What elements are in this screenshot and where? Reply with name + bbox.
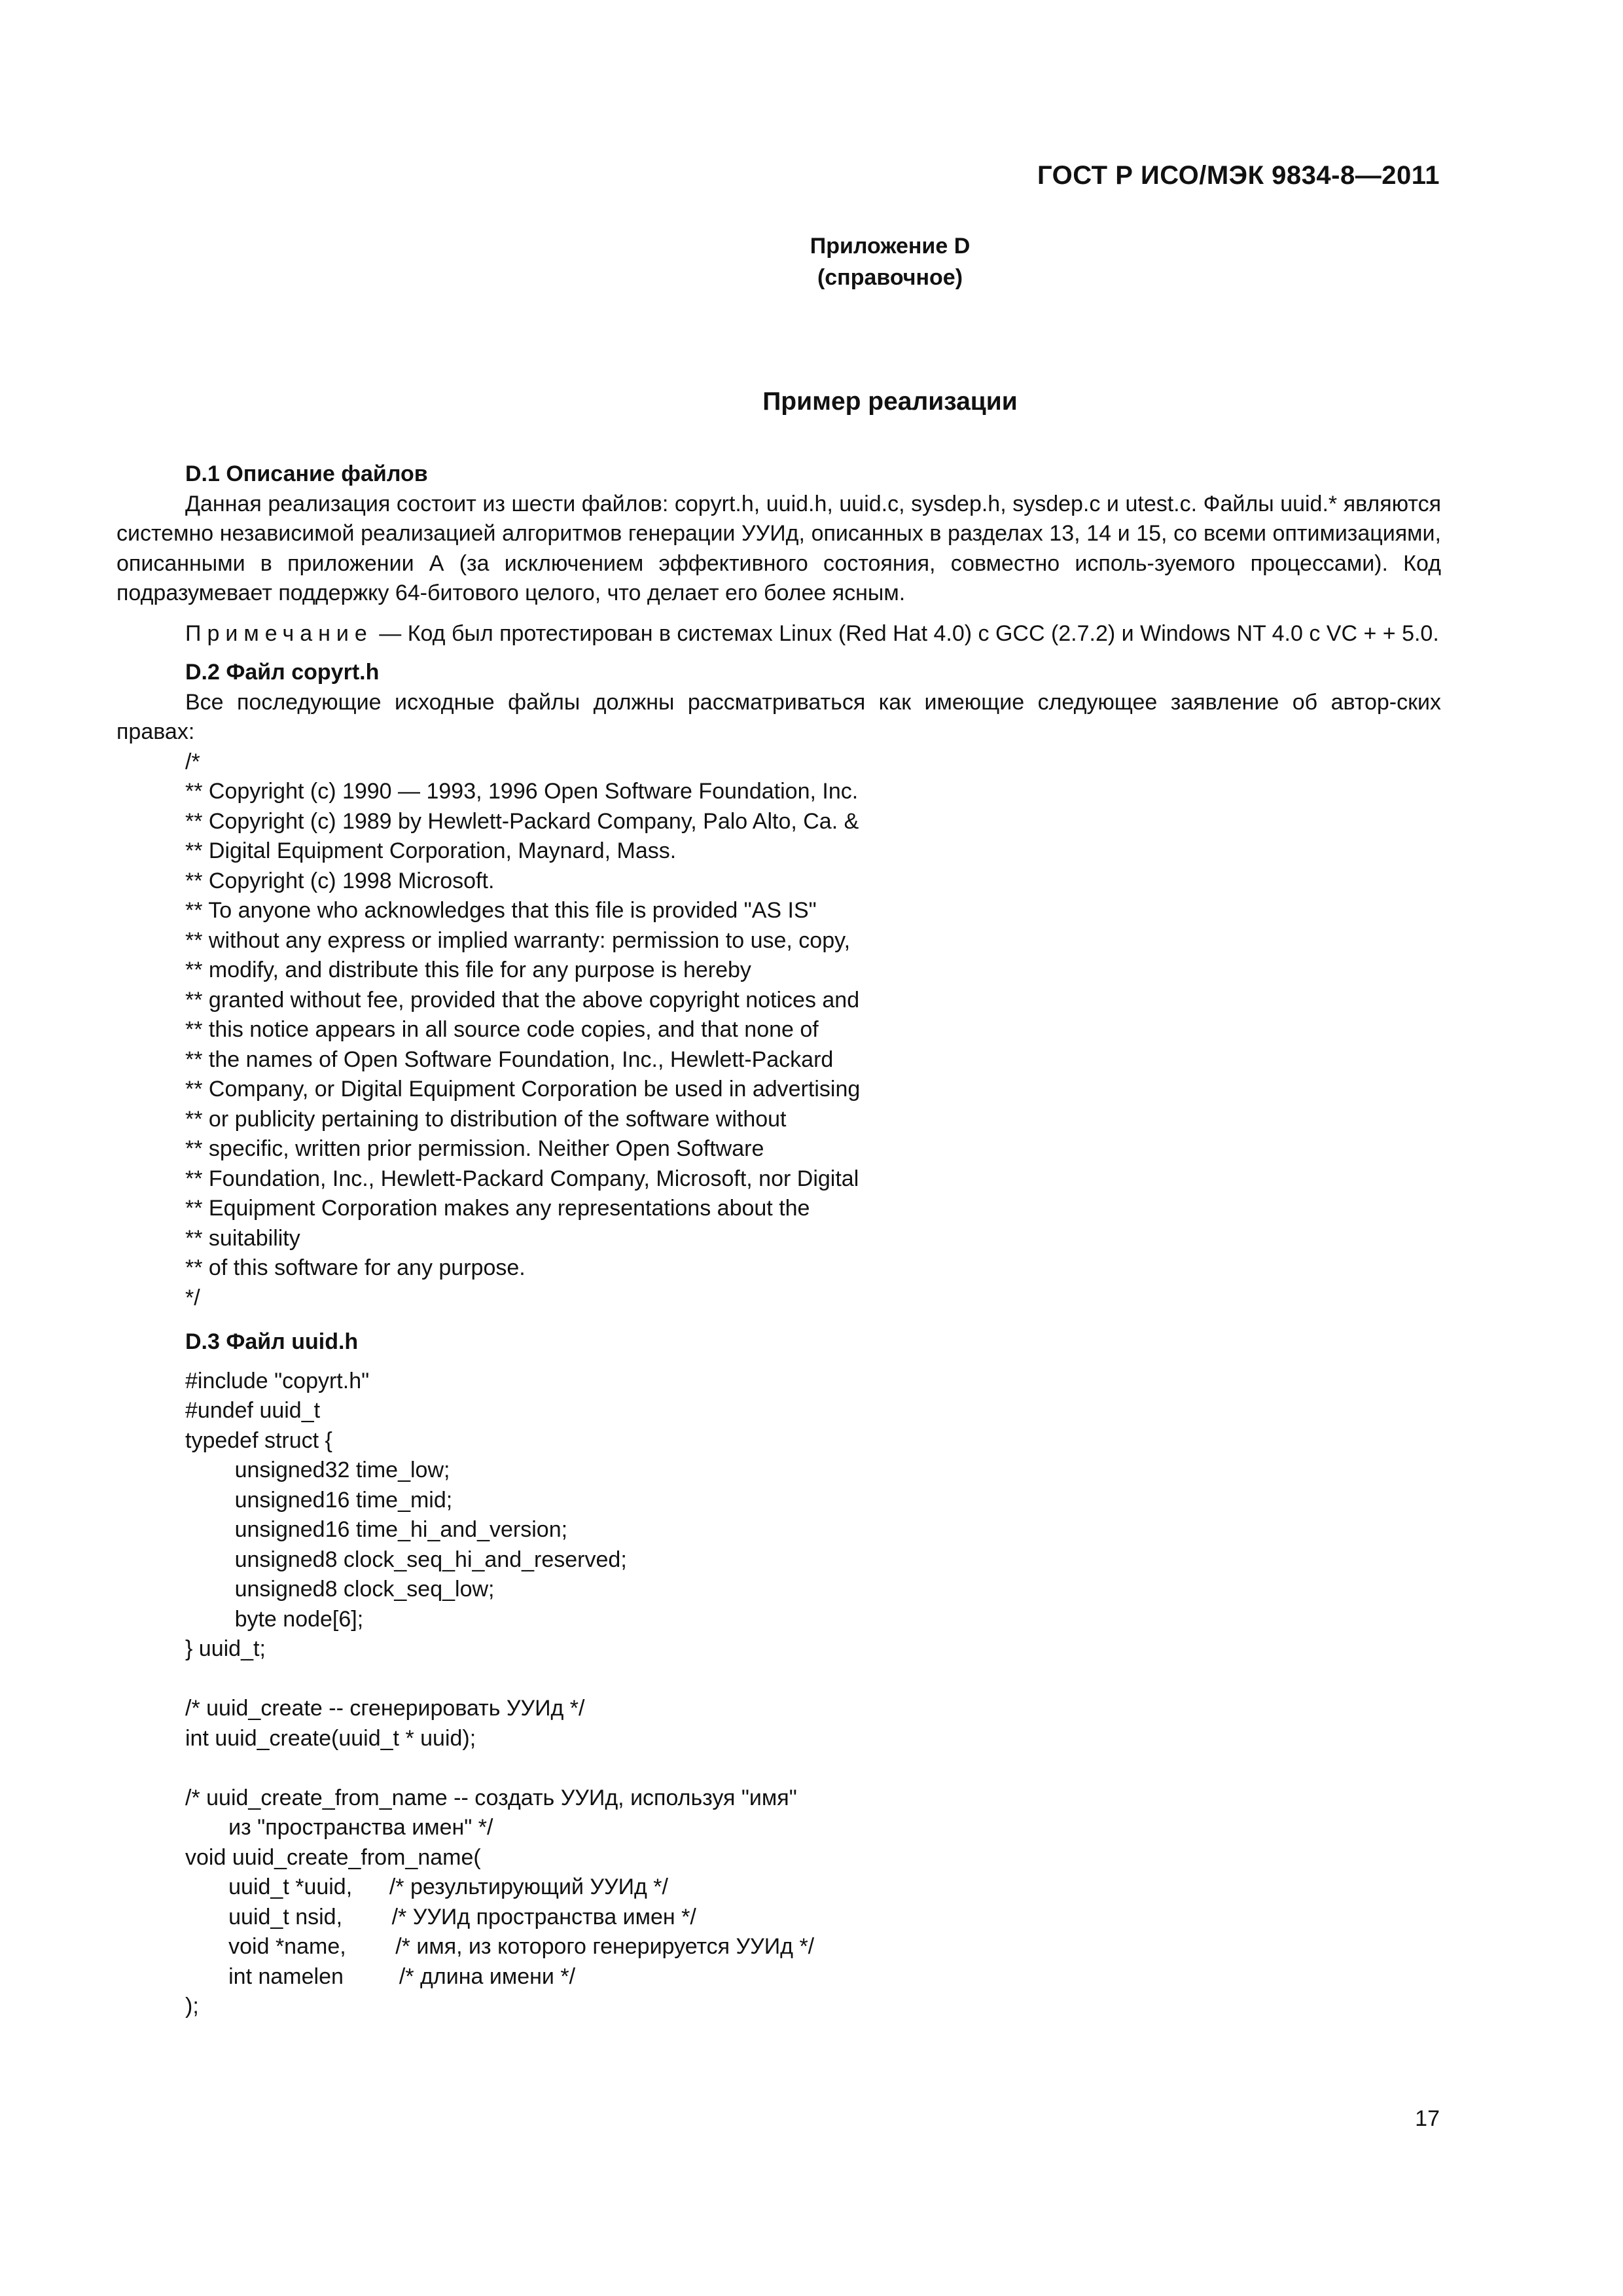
- code-line: ** Foundation, Inc., Hewlett-Packard Company, Microsoft, nor Digital: [185, 1166, 859, 1191]
- code-line: unsigned32 time_low;: [185, 1458, 450, 1482]
- section-d3-heading: D.3 Файл uuid.h: [185, 1329, 359, 1354]
- code-line: ** or publicity pertaining to distribution of the software without: [185, 1106, 787, 1132]
- annex-type: (справочное): [817, 265, 963, 290]
- code-line: #include "copyrt.h": [185, 1368, 370, 1393]
- code-line: */: [185, 1285, 200, 1310]
- code-line: [185, 1753, 1441, 1784]
- code-line: ** suitability: [185, 1225, 300, 1251]
- code-line: ** modify, and distribute this file for any purpose is hereby: [185, 958, 751, 982]
- code-line: из "пространства имен" */: [185, 1815, 493, 1840]
- document-body: [116, 459, 1441, 2022]
- code-line: } uuid_t;: [185, 1636, 266, 1661]
- code-line: unsigned16 time_mid;: [185, 1487, 453, 1513]
- copyright-code-block: [116, 747, 1441, 1314]
- page-title: Пример реализации: [762, 387, 1018, 416]
- standard-code-header: ГОСТ Р ИСО/МЭК 9834-8—2011: [1037, 161, 1440, 190]
- code-line: uuid_t *uuid, /* результирующий УУИд */: [185, 1874, 668, 1899]
- code-line: uuid_t nsid, /* УУИд пространства имен */: [185, 1904, 696, 1929]
- annex-heading: [0, 230, 1623, 293]
- section-d1-paragraph: Данная реализация состоит из шести файлов: copyrt.h, uuid.h, uuid.c, sysdep.h, sysdep.c и utest.c. Файлы uuid.* являются системно независимой реализацией алгоритмов генерации УУИд, описанных в разделах 13, 14 и 15, со всеми оптимизациями, описанными в приложении А (за исключением эффективного состояния, совместно исполь-зуемого процессами). Код подразумевает поддержку 64-битового целого, что делает его более ясным.: [116, 491, 1441, 605]
- code-line: ** the names of Open Software Foundation, Inc., Hewlett-Packard: [185, 1047, 834, 1072]
- code-line: ** specific, written prior permission. Neither Open Software: [185, 1136, 764, 1161]
- code-line: ** Company, or Digital Equipment Corporation be used in advertising: [185, 1077, 861, 1102]
- code-line: ** Digital Equipment Corporation, Maynard, Mass.: [185, 838, 677, 863]
- code-line: byte node[6];: [185, 1606, 364, 1632]
- note-text: — Код был протестирован в системах Linux (Red Hat 4.0) с GCC (2.7.2) и Windows NT 4.0 с VC + + 5.0.: [372, 620, 1439, 646]
- section-d1-note: [116, 619, 1441, 649]
- code-line: ** Copyright (c) 1989 by Hewlett-Packard Company, Palo Alto, Ca. &: [185, 808, 859, 834]
- section-d2-heading: D.2 Файл copyrt.h: [185, 660, 380, 685]
- section-d2-paragraph: Все последующие исходные файлы должны рассматриваться как имеющие следующее заявление об автор-ских правах:: [116, 689, 1441, 744]
- section-d1-heading: D.1 Описание файлов: [185, 461, 428, 486]
- code-line: /* uuid_create -- сгенерировать УУИд */: [185, 1696, 585, 1721]
- code-line: void uuid_create_from_name(: [185, 1844, 481, 1870]
- code-line: /* uuid_create_from_name -- создать УУИд, используя "имя": [185, 1785, 797, 1810]
- uuid-h-code-block: [116, 1367, 1441, 2022]
- code-line: ** without any express or implied warranty: permission to use, copy,: [185, 927, 851, 953]
- code-line: [185, 1664, 1441, 1695]
- code-line: );: [185, 1994, 199, 2018]
- code-line: int namelen /* длина имени */: [185, 1964, 576, 1989]
- code-line: ** Equipment Corporation makes any representations about the: [185, 1196, 810, 1221]
- code-line: #undef uuid_t: [185, 1398, 321, 1423]
- code-line: void *name, /* имя, из которого генерируется УУИд */: [185, 1934, 815, 1959]
- code-line: ** Copyright (c) 1990 — 1993, 1996 Open Software Foundation, Inc.: [185, 779, 859, 804]
- code-line: int uuid_create(uuid_t * uuid);: [185, 1725, 476, 1751]
- code-line: /*: [185, 749, 200, 774]
- page-number: 17: [1415, 2106, 1440, 2131]
- annex-label: Приложение D: [810, 234, 971, 259]
- code-line: ** Copyright (c) 1998 Microsoft.: [185, 868, 495, 893]
- code-line: ** this notice appears in all source code copies, and that none of: [185, 1017, 819, 1042]
- code-line: typedef struct {: [185, 1427, 332, 1453]
- code-line: unsigned16 time_hi_and_version;: [185, 1517, 568, 1542]
- note-label: Примечание: [185, 620, 373, 646]
- code-line: unsigned8 clock_seq_low;: [185, 1577, 495, 1602]
- code-line: unsigned8 clock_seq_hi_and_reserved;: [185, 1547, 627, 1572]
- code-line: ** granted without fee, provided that the above copyright notices and: [185, 987, 860, 1013]
- code-line: ** To anyone who acknowledges that this file is provided "AS IS": [185, 898, 817, 923]
- code-line: ** of this software for any purpose.: [185, 1255, 526, 1280]
